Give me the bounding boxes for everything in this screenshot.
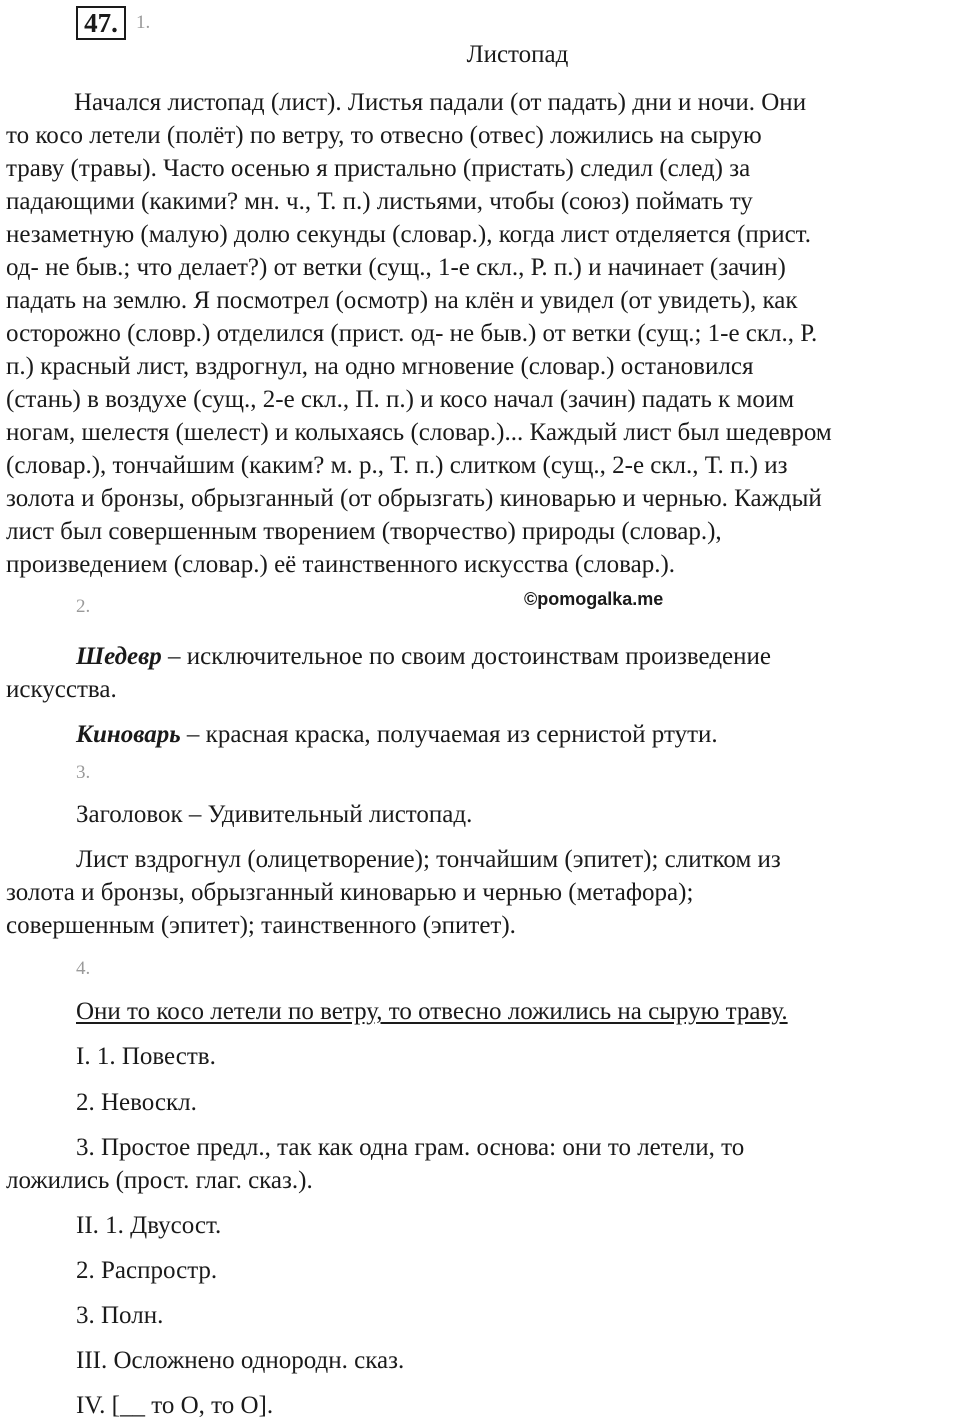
watermark: ©pomogalka.me: [524, 589, 664, 609]
definition-text: – исключительное по своим достоинствам произведение: [161, 643, 771, 670]
analysis-item: III. Осложнено однородн. сказ.: [76, 1347, 405, 1374]
text-line: падать на землю. Я посмотрел (осмотр) на клён и увидел (от увидеть), как: [6, 287, 798, 314]
text-line: осторожно (словр.) отделился (прист. од- не быв.) от ветки (сущ.; 1-е скл., Р.: [6, 320, 818, 347]
analysis-item: 3. Простое предл., так как одна грам. основа: они то летели, то: [76, 1134, 745, 1161]
section-number-4: 4.: [76, 958, 91, 979]
analysis-item: 2. Распростр.: [76, 1257, 218, 1284]
text-line: золота и бронзы, обрызганный (от обрызгать) киноварью и чернью. Каждый: [6, 485, 822, 512]
title-answer: Заголовок – Удивительный листопад.: [76, 801, 473, 828]
text-line: (словар.), тончайшим (каким? м. р., Т. п.) слитком (сущ., 2-е скл., Т. п.) из: [6, 452, 788, 479]
parsed-sentence: Они то косо летели по ветру, то отвесно ложились на сырую траву.: [76, 998, 788, 1025]
analysis-item: ложились (прост. глаг. сказ.).: [6, 1167, 313, 1194]
scheme: IV. [__ то O, то O].: [76, 1392, 274, 1419]
exercise-number: 47.: [76, 6, 126, 40]
text-line: (стань) в воздухе (сущ., 2-е скл., П. п.) и косо начал (зачин) падать к моим: [6, 386, 795, 413]
tropes-line: совершенным (эпитет); таинственного (эпитет).: [6, 912, 516, 939]
text-line: траву (травы). Часто осенью я пристально (пристать) следил (след) за: [6, 155, 751, 182]
text-line: п.) красный лист, вздрогнул, на одно мгновение (словар.) остановился: [6, 353, 754, 380]
analysis-item: II. 1. Двусост.: [76, 1212, 222, 1239]
definition-continuation: искусства.: [6, 676, 117, 703]
text-line: падающими (какими? мн. ч., Т. п.) листьями, чтобы (союз) поймать ту: [6, 188, 753, 215]
analysis-item: I. 1. Повеств.: [76, 1043, 216, 1070]
tropes-line: Лист вздрогнул (олицетворение); тончайшим (эпитет); слитком из: [76, 846, 781, 873]
definition-kinovar: [76, 718, 718, 751]
definition-shedevr: [76, 640, 771, 673]
section-number-1: 1.: [136, 12, 151, 33]
text-line: Начался листопад (лист). Листья падали (от падать) дни и ночи. Они: [74, 89, 807, 116]
section-number-2: 2.: [76, 596, 91, 617]
text-line: лист был совершенным творением (творчество) природы (словар.),: [6, 518, 722, 545]
definition-term: Киноварь: [76, 721, 181, 748]
tropes-line: золота и бронзы, обрызганный киноварью и чернью (метафора);: [6, 879, 694, 906]
analysis-item: 2. Невоскл.: [76, 1089, 197, 1116]
definition-term: Шедевр: [76, 643, 162, 670]
section-number-3: 3.: [76, 762, 91, 783]
text-line: произведением (словар.) её таинственного искусства (словар.).: [6, 551, 676, 578]
text-line: то косо летели (полёт) по ветру, то отвесно (отвес) ложились на сырую: [6, 122, 762, 149]
text-line: од- не быв.; что делает?) от ветки (сущ., 1-е скл., Р. п.) и начинает (зачин): [6, 254, 786, 281]
analysis-item: 3. Полн.: [76, 1302, 164, 1329]
definition-text: – красная краска, получаемая из сернистой ртути.: [180, 721, 718, 748]
text-title: Листопад: [466, 41, 569, 68]
text-line: незаметную (малую) долю секунды (словар.), когда лист отделяется (прист.: [6, 221, 811, 248]
text-line: ногам, шелестя (шелест) и колыхаясь (словар.)... Каждый лист был шедевром: [6, 419, 832, 446]
